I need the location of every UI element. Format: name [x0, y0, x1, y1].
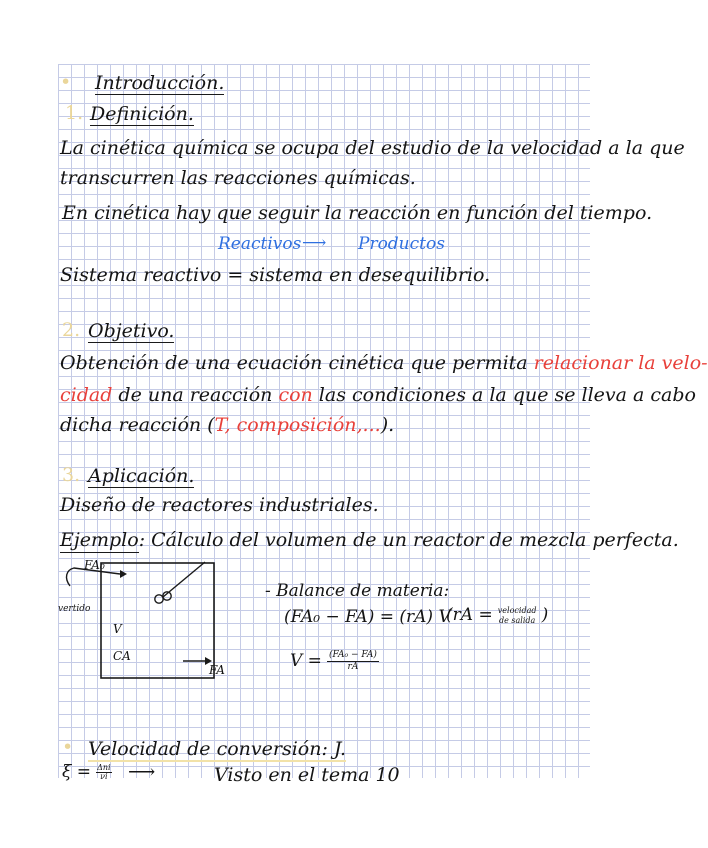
example-text: : Cálculo del volumen de un reactor de mezcla perfecta.	[138, 529, 679, 551]
section-2-heading: Objetivo.	[88, 320, 175, 342]
objective-highlight: con	[278, 384, 313, 406]
rate-note-suffix: )	[541, 605, 549, 626]
extent-numerator: Δni	[97, 763, 111, 772]
rate-note-definition	[498, 606, 537, 625]
concentration-label: CA	[113, 649, 131, 663]
extent-fraction	[96, 764, 112, 781]
inlet-flow-label: FA₀	[84, 558, 105, 572]
objective-text: ).	[380, 414, 395, 436]
rate-note-bottom: de salida	[498, 615, 536, 625]
extent-formula	[62, 764, 112, 781]
reaction-arrow-icon: ⟶	[302, 233, 327, 253]
intro-heading: Introducción.	[95, 72, 225, 94]
products-label: Productos	[358, 234, 445, 254]
extent-symbol: ξ =	[62, 762, 92, 782]
objective-text: Obtención de una ecuación cinética que permita	[60, 352, 534, 374]
definition-line-3: En cinética hay que seguir la reacción en función del tiempo.	[62, 202, 653, 224]
example-label: Ejemplo	[60, 529, 139, 551]
outlet-flow-label: FA	[209, 663, 225, 677]
conversion-velocity-heading: Velocidad de conversión: J.	[88, 738, 347, 760]
objective-text: de una reacción	[112, 384, 279, 406]
inlet-arrowhead	[120, 570, 127, 578]
application-line-1: Diseño de reactores industriales.	[60, 494, 379, 516]
definition-line-2: transcurren las reacciones químicas.	[60, 167, 416, 189]
balance-heading: - Balance de materia:	[265, 581, 450, 601]
extent-denominator: νi	[100, 772, 108, 781]
volume-formula-lhs: V =	[290, 651, 322, 671]
velocity-bullet: •	[62, 736, 74, 758]
volume-label: V	[113, 622, 122, 636]
definition-line-4: Sistema reactivo = sistema en desequilibrio.	[60, 264, 491, 286]
stirrer-blade-left	[155, 595, 163, 603]
rate-note	[446, 606, 548, 625]
definition-line-1: La cinética química se ocupa del estudio de la velocidad a la que	[60, 137, 685, 159]
balance-equation: (FA₀ − FA) = (rA) V	[284, 607, 451, 627]
intro-bullet: •	[60, 71, 72, 93]
objective-highlight: relacionar la velo-	[533, 352, 708, 374]
objective-highlight: T, composición,...	[214, 414, 381, 436]
reactants-label: Reactivos	[218, 234, 302, 254]
section-1-heading: Definición.	[90, 103, 194, 125]
reference-note: Visto en el tema 10	[214, 764, 400, 786]
rate-note-prefix: (rA =	[446, 605, 493, 626]
objective-text: dicha reacción (	[60, 414, 215, 436]
reference-arrow-icon: ⟶	[128, 761, 156, 783]
volume-denominator: rA	[347, 662, 359, 672]
objective-highlight: cidad	[60, 384, 113, 406]
section-3-number: 3.	[62, 464, 81, 486]
rate-note-top: velocidad	[497, 606, 537, 615]
volume-formula	[290, 651, 379, 672]
section-2-number: 2.	[62, 319, 81, 341]
volume-numerator: (FA₀ − FA)	[329, 650, 377, 660]
section-3-heading: Aplicación.	[88, 465, 195, 487]
pour-label: vertido	[58, 604, 91, 614]
section-1-number: 1.	[65, 102, 84, 124]
volume-fraction	[327, 651, 379, 672]
objective-text: las condiciones a la que se lleva a cabo	[312, 384, 696, 406]
